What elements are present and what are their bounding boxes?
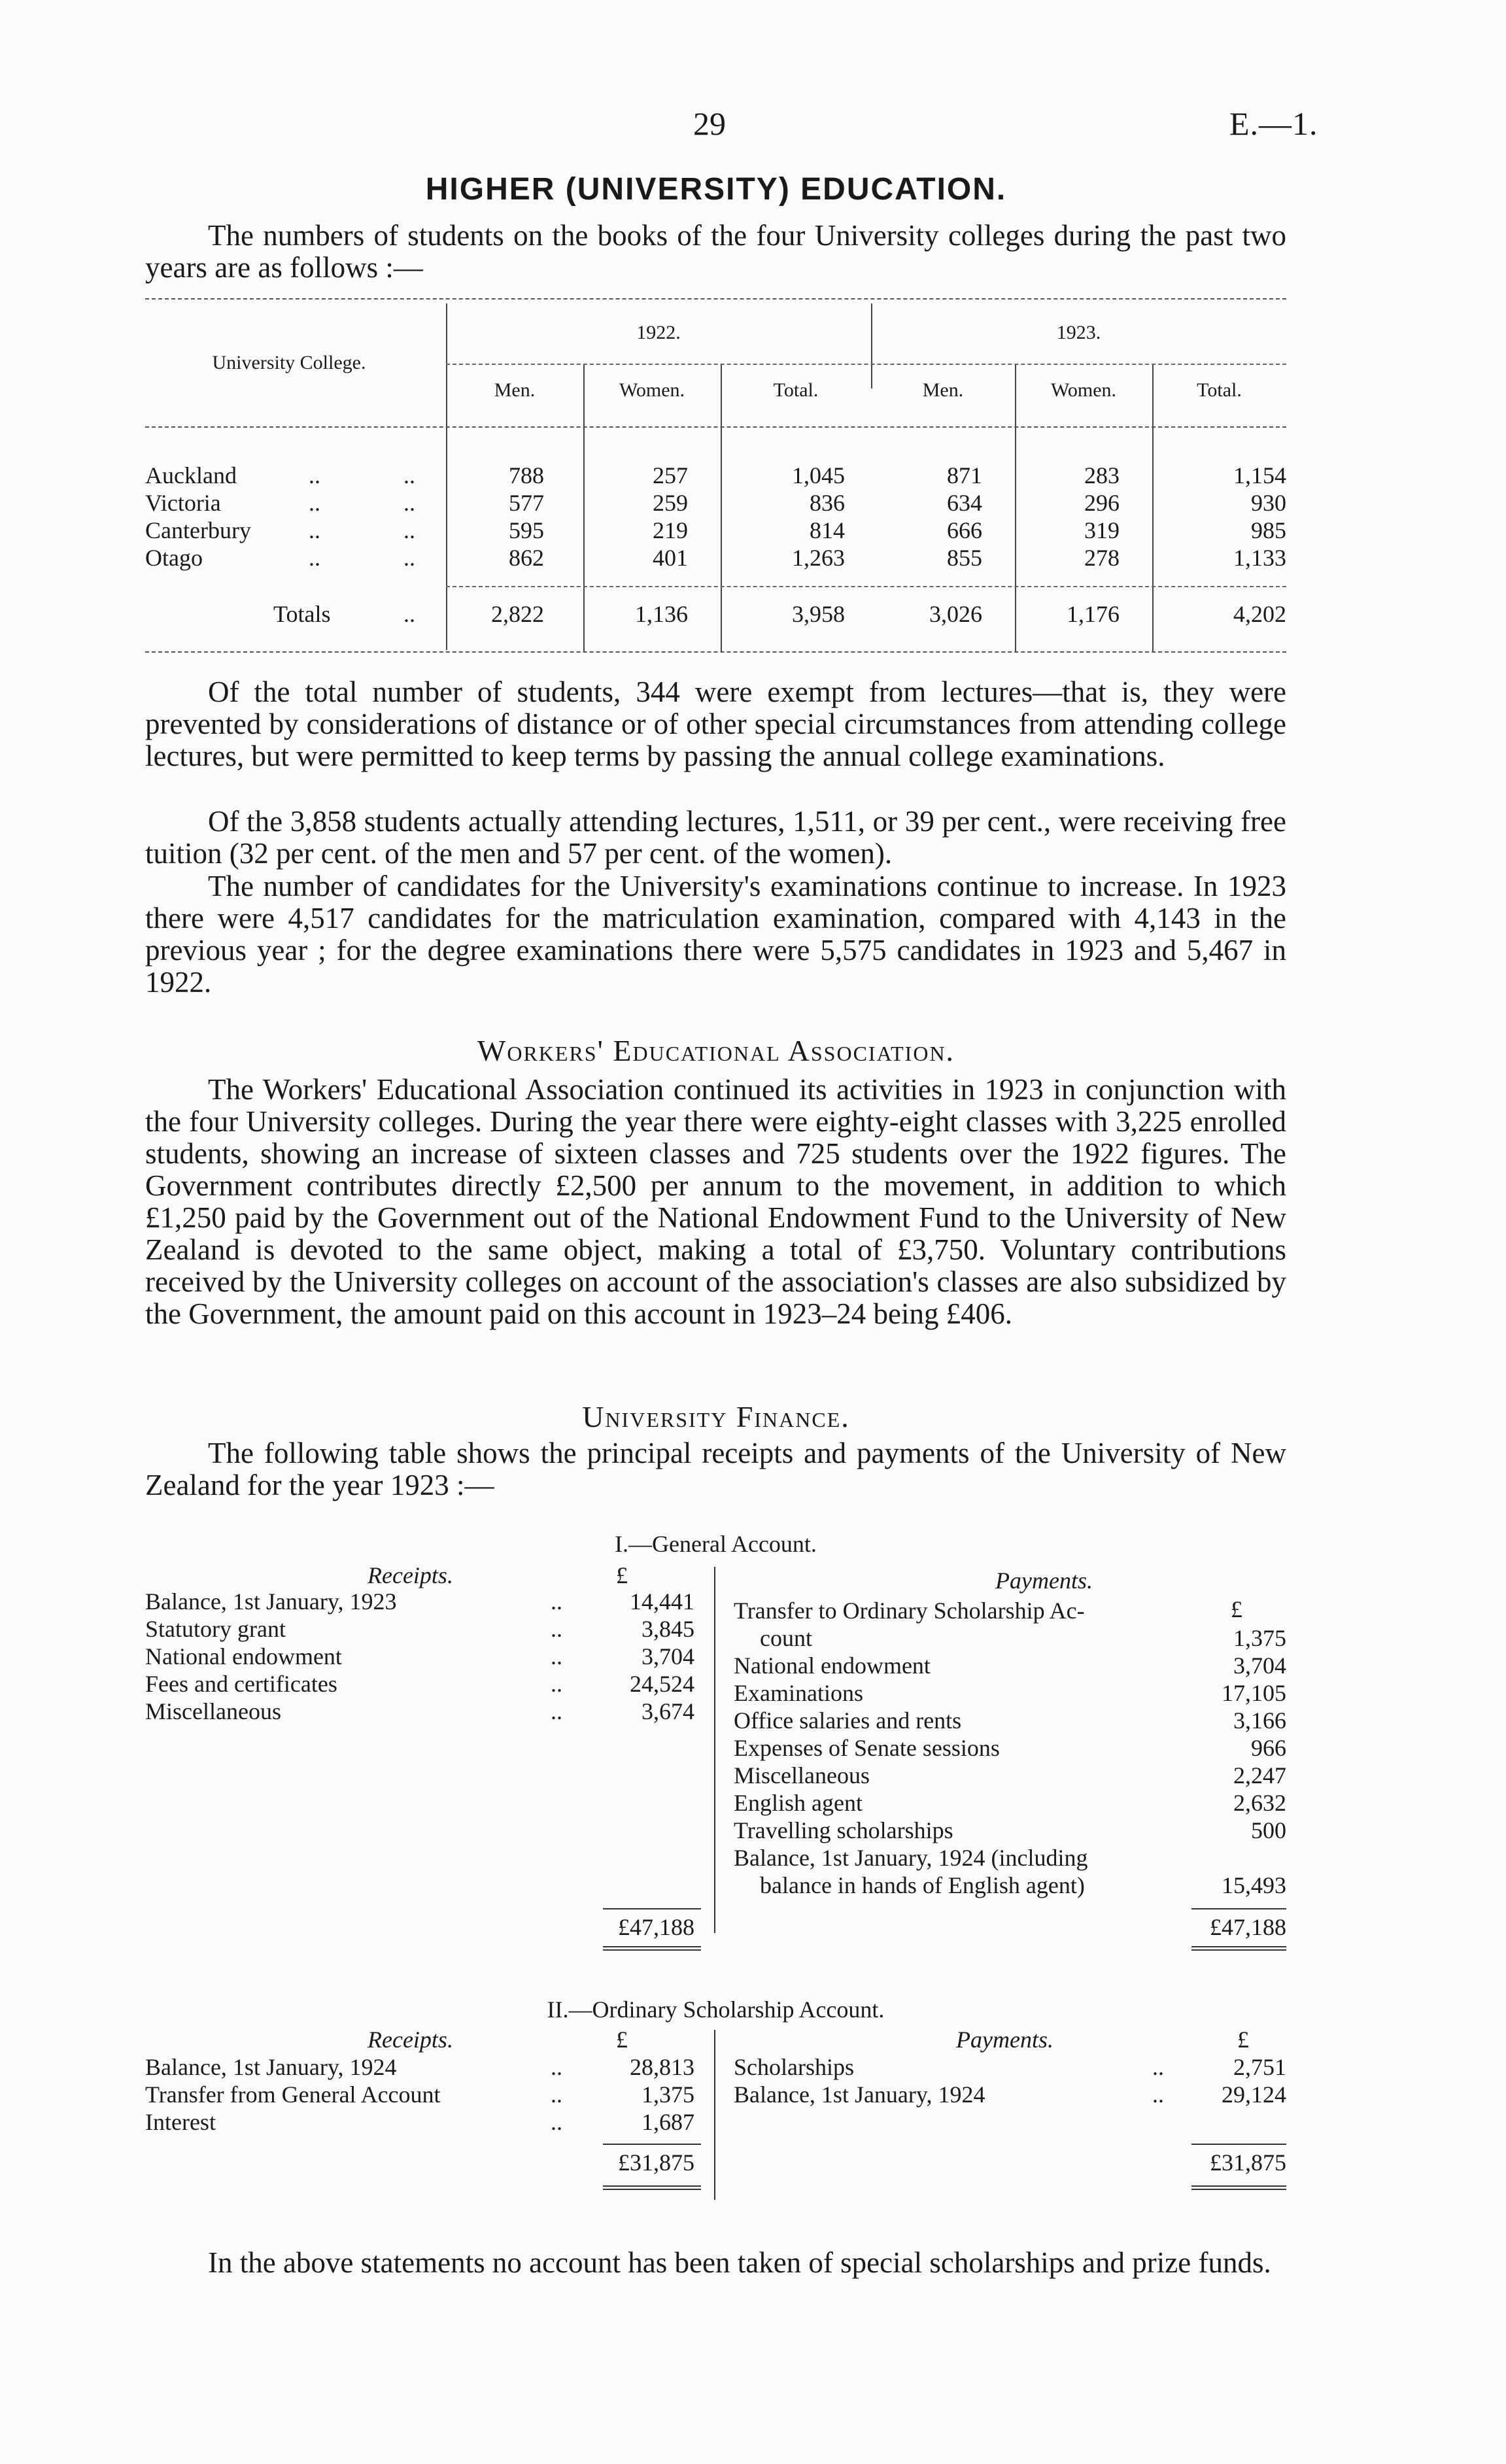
table-cell: 634 — [947, 490, 982, 516]
row-college: Victoria — [145, 490, 221, 516]
totals-label: Totals — [273, 601, 331, 627]
row-college: Canterbury — [145, 517, 251, 543]
closing-paragraph: In the above statements no account has been taken of special scholarships and prize funds. — [208, 2246, 1271, 2279]
table-cell: 871 — [947, 462, 982, 488]
receipts-total: £47,188 — [618, 1914, 694, 1940]
payment-amount: 966 — [1251, 1735, 1286, 1761]
table-total-cell: 2,822 — [491, 601, 544, 627]
college-header: University College. — [212, 352, 366, 373]
payment-amount: 2,247 — [1233, 1762, 1286, 1788]
paragraph-exempt: Of the total number of students, 344 were exempt from lectures—that is, they were prevented by considerations of distance or of other special circumstances from attending college lectures, but were permitted to keep terms by passing the annual college examinations. — [145, 676, 1286, 772]
receipt-amount: 28,813 — [630, 2054, 694, 2080]
receipts-total: £31,875 — [618, 2149, 694, 2176]
table-cell: 855 — [947, 545, 982, 571]
receipt-label: Miscellaneous — [145, 1698, 281, 1724]
payment-amount: 2,751 — [1233, 2054, 1286, 2080]
payment-label: Travelling scholarships — [734, 1817, 953, 1843]
table-cell: 788 — [509, 462, 544, 488]
paragraph-candidates: The number of candidates for the University's examinations continue to increase. In 1923 there were 4,517 candidates for the matriculation examination, compared with 4,143 in the previous year ; for the degree examinations there were 5,575 candidates in 1923 and 5,467 in 1922. — [145, 870, 1286, 999]
payment-label: National endowment — [734, 1652, 931, 1679]
payment-label: Balance, 1st January, 1924 (including — [734, 1845, 1088, 1871]
payment-label: English agent — [734, 1790, 863, 1816]
receipt-amount: 3,845 — [642, 1616, 694, 1642]
payment-label: count — [760, 1625, 812, 1651]
general-account: I.—General Account. Receipts. £ Payments. Balance, 1st January, 1923 .. 14,441 Statutory grant .. 3,845 National endowment .. 3,704 Fees and certificates .. 24,524 Miscellaneous .. 3,674 £ Transfer to Ordinary Scholarship Ac- count 1,375 National endowment 3,704 Examinations 17,105 Office salaries and rents 3,166 Expenses of Senate sessions 966 Miscellaneous 2,247 English agent 2,632 Travelling scholarships 500 Balance, 1st January, 1924 (including balance in hands of English agent) 15,493 £47,188 £47,188 — [145, 1530, 1286, 1955]
currency-label: £ — [616, 2027, 628, 2053]
table-cell: 862 — [509, 545, 544, 571]
intro-paragraph: The numbers of students on the books of the four University colleges during the past two years are as follows :— — [145, 219, 1286, 284]
table-total-cell: 1,136 — [635, 601, 688, 627]
receipt-label: National endowment — [145, 1643, 342, 1669]
payment-amount: 17,105 — [1222, 1680, 1286, 1706]
table-total-cell: 1,176 — [1067, 601, 1120, 627]
currency-label: £ — [616, 1562, 628, 1588]
year-1923-header: 1923. — [1056, 322, 1101, 343]
col-men-1923: Men. — [922, 379, 964, 401]
payment-amount: 3,704 — [1233, 1652, 1286, 1679]
payment-label: Office salaries and rents — [734, 1707, 962, 1734]
table-cell: 319 — [1084, 517, 1120, 543]
currency-label: £ — [1231, 1596, 1242, 1622]
receipts-header: Receipts. — [368, 1562, 453, 1588]
col-total-1922: Total. — [773, 379, 819, 401]
payment-amount: 2,632 — [1233, 1790, 1286, 1816]
receipt-amount: 1,375 — [642, 2081, 694, 2108]
table-cell: 259 — [653, 490, 688, 516]
table-cell: 296 — [1084, 490, 1120, 516]
receipt-label: Interest — [145, 2109, 216, 2135]
payments-header: Payments. — [956, 2027, 1053, 2053]
paragraph-wea: The Workers' Educational Association continued its activities in 1923 in conjunction with the four University colleges. During the year there were eighty-eight classes with 3,225 enrolled students, showing an increase of sixteen classes and 725 students over the 1922 figures. The Government contributes directly £2,500 per annum to the movement, in addition to which £1,250 paid by the Government out of the National Endowment Fund to the University of New Zealand is devoted to the same object, making a total of £3,750. Voluntary contributions received by the University colleges on account of the association's classes are also subsidized by the Government, the amount paid on this account in 1923–24 being £406. — [145, 1073, 1286, 1330]
row-college: Auckland — [145, 462, 237, 488]
currency-label: £ — [1237, 2027, 1249, 2053]
section-title-finance: University Finance. — [582, 1400, 850, 1433]
table-cell: 1,045 — [792, 462, 845, 488]
table-total-cell: 4,202 — [1233, 601, 1286, 627]
payments-total: £47,188 — [1210, 1914, 1286, 1940]
table-total-cell: 3,026 — [929, 601, 982, 627]
table-cell: 1,263 — [792, 545, 845, 571]
col-women-1923: Women. — [1050, 379, 1117, 401]
scholarship-account-title: II.—Ordinary Scholarship Account. — [547, 1996, 885, 2023]
general-account-title: I.—General Account. — [615, 1531, 817, 1557]
table-cell: 666 — [947, 517, 982, 543]
receipt-amount: 3,704 — [642, 1643, 694, 1669]
payment-amount: 3,166 — [1233, 1707, 1286, 1734]
table-cell: 595 — [509, 517, 544, 543]
col-total-1923: Total. — [1197, 379, 1242, 401]
scholarship-account: II.—Ordinary Scholarship Account. Receipts. £ Payments. £ Balance, 1st January, 1924 .. 28,813 Transfer from General Account .. 1,375 Interest .. 1,687 Scholarships .. 2,751 Balance, 1st January, 1924 .. 29,124 £31,875 £31,875 — [145, 1996, 1286, 2205]
table-cell: 283 — [1084, 462, 1120, 488]
receipt-label: Statutory grant — [145, 1616, 286, 1642]
payment-amount: 29,124 — [1222, 2081, 1286, 2108]
payment-label: Examinations — [734, 1680, 863, 1706]
receipt-label: Balance, 1st January, 1924 — [145, 2054, 397, 2080]
col-men-1922: Men. — [494, 379, 536, 401]
receipt-amount: 14,441 — [630, 1588, 694, 1615]
payments-header: Payments. — [995, 1567, 1093, 1594]
table-total-cell: 3,958 — [792, 601, 845, 627]
payment-label: balance in hands of English agent) — [760, 1872, 1085, 1898]
receipt-label: Balance, 1st January, 1923 — [145, 1588, 397, 1615]
receipts-header: Receipts. — [368, 2027, 453, 2053]
table-cell: 1,133 — [1233, 545, 1286, 571]
payment-label: Balance, 1st January, 1924 — [734, 2081, 985, 2108]
section-title-wea: Workers' Educational Association. — [477, 1034, 955, 1067]
payment-label: Expenses of Senate sessions — [734, 1735, 1000, 1761]
document-code: E.—1. — [1229, 105, 1318, 142]
col-women-1922: Women. — [619, 379, 685, 401]
year-1922-header: 1922. — [636, 322, 681, 343]
receipt-amount: 1,687 — [642, 2109, 694, 2135]
row-college: Otago — [145, 545, 203, 571]
section-title-higher-education: HIGHER (UNIVERSITY) EDUCATION. — [425, 172, 1007, 207]
payment-label: Scholarships — [734, 2054, 854, 2080]
table-cell: 930 — [1251, 490, 1286, 516]
payments-total: £31,875 — [1210, 2149, 1286, 2176]
students-table: University College. 1922. 1923. Men. Women. Total. Men. Women. Total. Auckland .. .. 788 257 1,045 871 283 1,154 Victoria .. .. 577 259 836 634 296 930 Canterbury .. .. 595 219 814 666 319 985 Otago .. .. 862 401 1,263 855 278 1,133 Totals .. 2,822 1,136 3,958 3,026 1,176 4,202 — [145, 298, 1286, 658]
receipt-amount: 24,524 — [630, 1671, 694, 1697]
table-cell: 985 — [1251, 517, 1286, 543]
payment-amount: 15,493 — [1222, 1872, 1286, 1898]
paragraph-free-tuition: Of the 3,858 students actually attending lectures, 1,511, or 39 per cent., were receiving free tuition (32 per cent. of the men and 57 per cent. of the women). — [145, 805, 1286, 870]
table-cell: 577 — [509, 490, 544, 516]
table-cell: 836 — [810, 490, 845, 516]
table-cell: 1,154 — [1233, 462, 1286, 488]
paragraph-finance-intro: The following table shows the principal receipts and payments of the University of New Zealand for the year 1923 :— — [145, 1437, 1286, 1501]
table-top-rule — [145, 298, 1286, 299]
payment-label: Transfer to Ordinary Scholarship Ac- — [734, 1598, 1085, 1624]
receipt-amount: 3,674 — [642, 1698, 694, 1724]
table-cell: 219 — [653, 517, 688, 543]
receipt-label: Fees and certificates — [145, 1671, 337, 1697]
table-cell: 278 — [1084, 545, 1120, 571]
payment-amount: 1,375 — [1233, 1625, 1286, 1651]
table-cell: 401 — [653, 545, 688, 571]
receipt-label: Transfer from General Account — [145, 2081, 441, 2108]
table-cell: 814 — [810, 517, 845, 543]
table-cell: 257 — [653, 462, 688, 488]
page-number: 29 — [693, 105, 726, 142]
payment-label: Miscellaneous — [734, 1762, 870, 1788]
payment-amount: 500 — [1251, 1817, 1286, 1843]
